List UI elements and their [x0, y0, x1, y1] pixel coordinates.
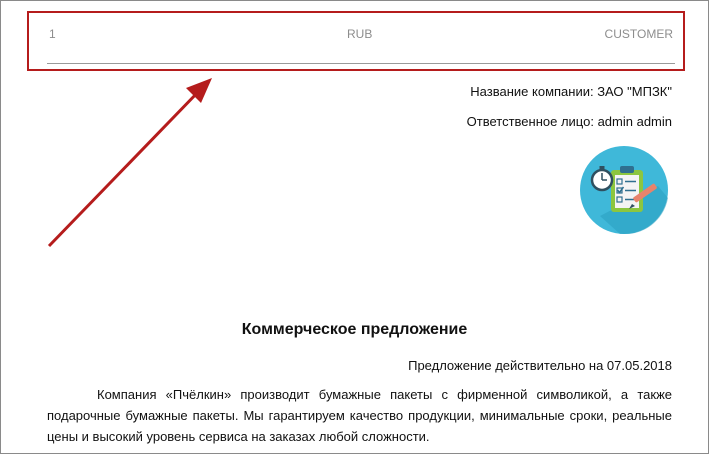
header-currency: RUB — [347, 27, 373, 41]
header-number: 1 — [49, 27, 56, 41]
checklist-stopwatch-icon — [580, 146, 668, 234]
validity-date: Предложение действительно на 07.05.2018 — [408, 358, 672, 373]
company-name: Название компании: ЗАО "МПЗК" — [470, 84, 672, 99]
header-customer: CUSTOMER — [604, 27, 673, 41]
page-title: Коммерческое предложение — [241, 321, 468, 338]
offer-body-text: Компания «Пчёлкин» производит бумажные пакеты с фирменной символикой, а также подарочные бумажные пакеты. Мы гарантируем качество продукции, минимальные сроки, реальные цены и высокий уровень сервиса на заказах любой сложности. — [47, 387, 672, 444]
responsible-person: Ответственное лицо: admin admin — [466, 114, 672, 129]
